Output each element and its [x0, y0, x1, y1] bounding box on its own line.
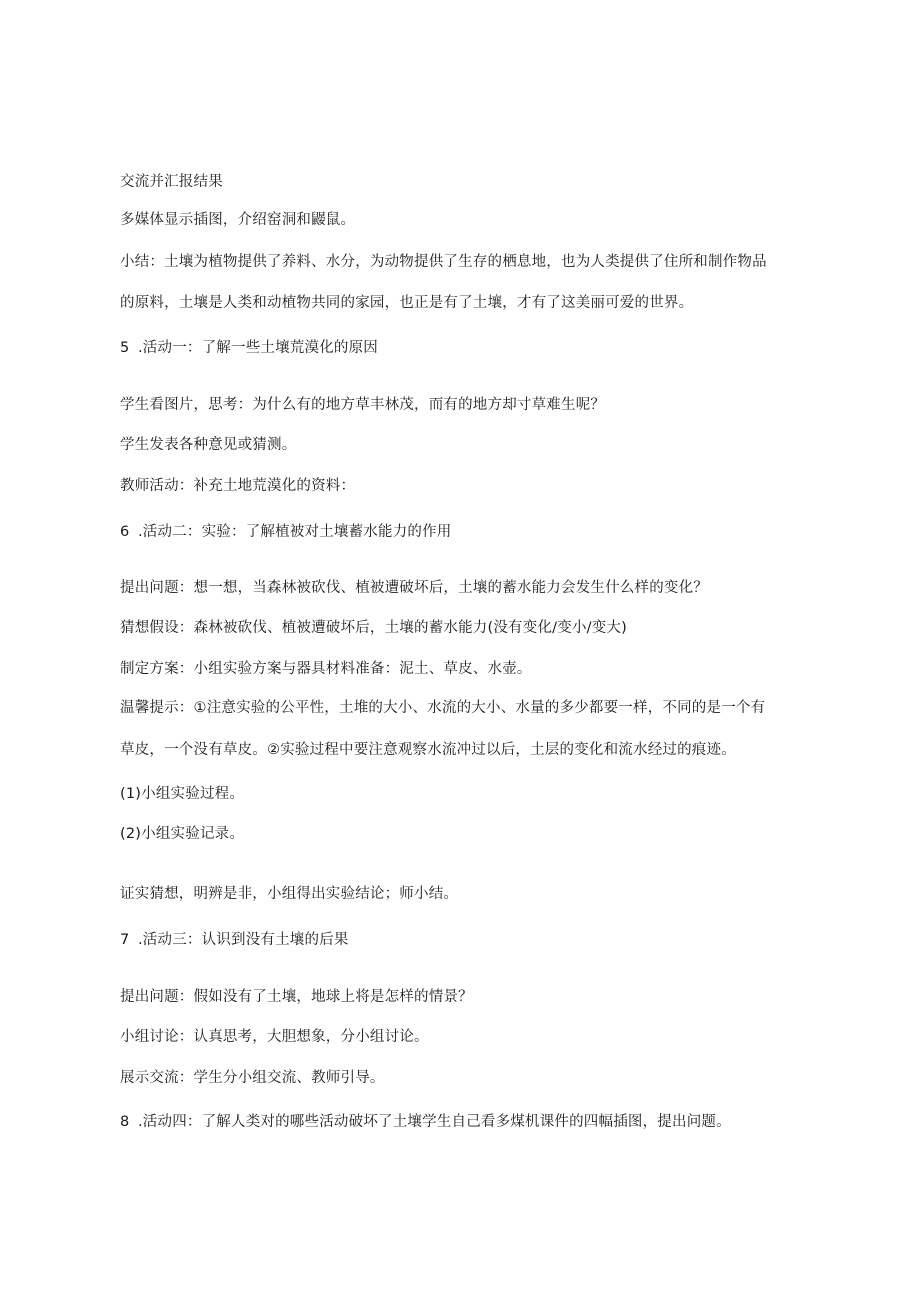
section-6-line-7: (2)小组实验记录。 — [120, 826, 245, 842]
section-6-line-2: 猜想假设：森林被砍伐、植被遭破坏后，土壤的蓄水能力(没有变化/变小/变大) — [120, 620, 627, 636]
section-6-line-4: 温馨提示：①注意实验的公平性，土堆的大小、水流的大小、水量的多少都要一样，不同的是一个有 — [120, 700, 766, 716]
section-8-title: .活动四：了解人类对的哪些活动破坏了土壤学生自己看多煤机课件的四幅插图，提出问题。 — [138, 1114, 731, 1130]
section-7-line-2: 小组讨论：认真思考，大胆想象，分小组讨论。 — [120, 1029, 429, 1045]
section-6-line-6: (1)小组实验过程。 — [120, 786, 245, 802]
paragraph-summary-line-1: 小结：土壤为植物提供了养料、水分，为动物提供了生存的栖息地，也为人类提供了住所和制作物品 — [120, 254, 767, 270]
section-7-heading — [120, 930, 349, 950]
section-5-line-3: 教师活动：补充土地荒漠化的资料： — [120, 478, 356, 494]
paragraph-summary-line-2: 的原料，土壤是人类和动植物共同的家园，也正是有了土壤，才有了这美丽可爱的世界。 — [120, 295, 694, 311]
section-6-number: 6 — [120, 524, 130, 540]
section-8-heading — [120, 1112, 731, 1132]
section-5-line-1: 学生看图片，思考：为什么有的地方草丰林茂，而有的地方却寸草难生呢？ — [120, 397, 606, 413]
paragraph-share-results: 交流并汇报结果 — [120, 174, 223, 190]
section-6-line-1: 提出问题：想一想，当森林被砍伐、植被遭破坏后，土壤的蓄水能力会发生什么样的变化？ — [120, 580, 708, 596]
section-7-number: 7 — [120, 932, 130, 948]
section-7-line-3: 展示交流：学生分小组交流、教师引导。 — [120, 1070, 385, 1086]
section-6-title: .活动二：实验：了解植被对土壤蓄水能力的作用 — [138, 524, 452, 540]
section-6-line-3: 制定方案：小组实验方案与器具材料准备：泥土、草皮、水壶。 — [120, 661, 532, 677]
section-5-heading — [120, 338, 378, 358]
section-6-heading — [120, 522, 452, 542]
section-7-title: .活动三：认识到没有土壤的后果 — [138, 932, 349, 948]
paragraph-multimedia: 多媒体显示插图，介绍窑洞和鼹鼠。 — [120, 212, 356, 228]
section-6-line-8: 证实猜想，明辨是非，小组得出实验结论；师小结。 — [120, 886, 459, 902]
section-6-line-5: 草皮，一个没有草皮。②实验过程中要注意观察水流冲过以后，土层的变化和流水经过的痕迹。 — [120, 742, 736, 758]
section-5-number: 5 — [120, 340, 130, 356]
section-5-title: .活动一：了解一些土壤荒漠化的原因 — [138, 340, 379, 356]
section-7-line-1: 提出问题：假如没有了土壤，地球上将是怎样的情景？ — [120, 989, 473, 1005]
section-5-line-2: 学生发表各种意见或猜测。 — [120, 437, 297, 453]
section-8-number: 8 — [120, 1114, 130, 1130]
